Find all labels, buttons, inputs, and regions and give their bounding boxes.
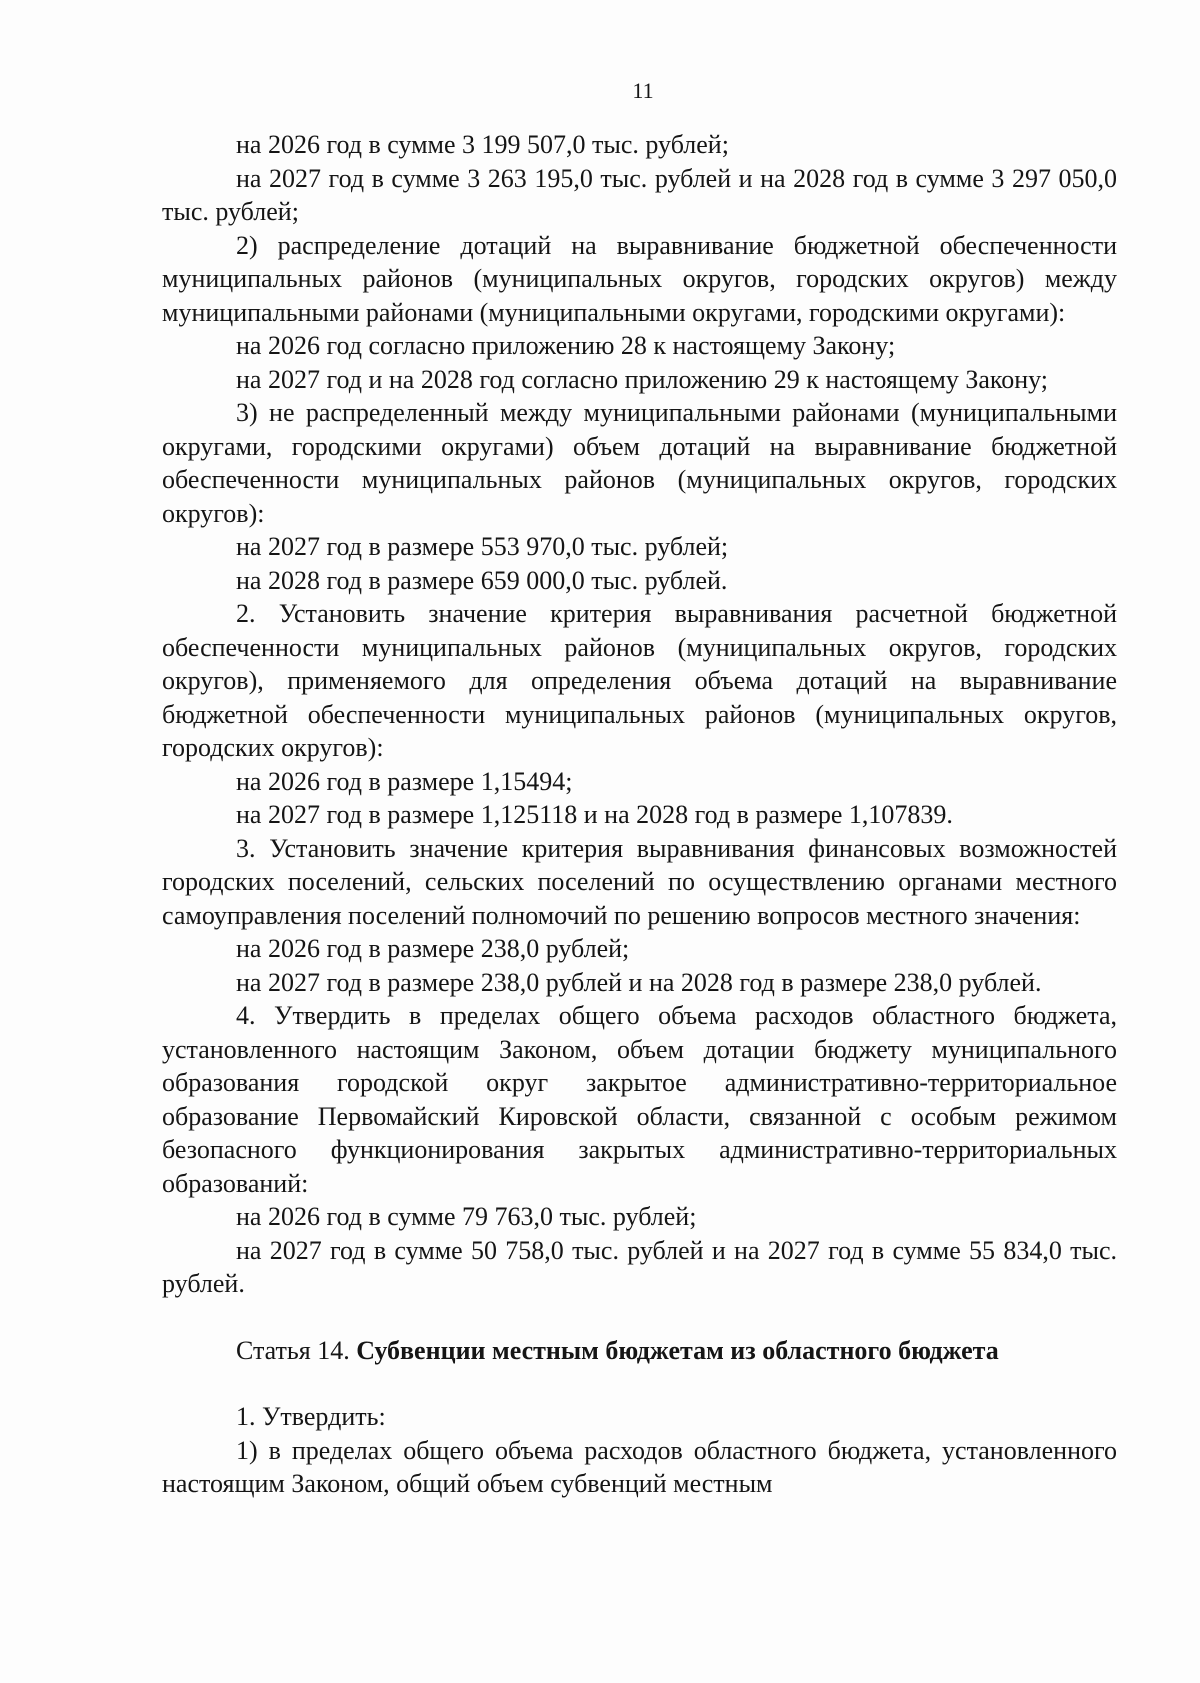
paragraph: на 2026 год в сумме 79 763,0 тыс. рублей; xyxy=(236,1202,697,1231)
article-prefix: Статья 14. xyxy=(236,1335,357,1365)
paragraph: на 2027 год в размере 553 970,0 тыс. рублей; xyxy=(236,532,729,561)
paragraph: на 2027 год в сумме 50 758,0 тыс. рублей и на 2027 год в сумме 55 834,0 тыс. рублей. xyxy=(162,1235,1117,1298)
paragraph: 2. Установить значение критерия выравнивания расчетной бюджетной обеспеченности муниципальных районов (муниципальных округов, городских округов), применяемого для определения объема дотаций на выравнивание бюджетной обеспеченности муниципальных районов (муниципальных округов, городских округов): xyxy=(162,599,1117,762)
article-heading xyxy=(162,1334,1117,1368)
paragraph: на 2027 год в размере 238,0 рублей и на 2028 год в размере 238,0 рублей. xyxy=(236,967,1042,997)
paragraph: на 2026 год в размере 1,15494; xyxy=(236,766,573,796)
document-body xyxy=(162,128,1117,1501)
article-title: Субвенции местным бюджетам из областного бюджета xyxy=(356,1335,999,1365)
paragraph: 2) распределение дотаций на выравнивание бюджетной обеспеченности муниципальных районов (муниципальных округов, городских округов) между муниципальными районами (муниципальными округами, городскими округами): xyxy=(162,230,1117,327)
paragraph: на 2026 год в размере 238,0 рублей; xyxy=(236,934,630,963)
paragraph: 1) в пределах общего объема расходов областного бюджета, установленного настоящим Законом, общий объем субвенций местным xyxy=(162,1435,1117,1498)
paragraph: 3) не распределенный между муниципальными районами (муниципальными округами, городскими округами) объем дотаций на выравнивание бюджетной обеспеченности муниципальных районов (муниципальных округов, городских округов): xyxy=(162,398,1117,528)
paragraph: на 2027 год и на 2028 год согласно приложению 29 к настоящему Закону; xyxy=(236,364,1049,394)
paragraph: 4. Утвердить в пределах общего объема расходов областного бюджета, установленного настоящим Законом, объем дотации бюджету муниципального образования городской округ закрытое административно-территориальное образование Первомайский Кировской области, связанной с особым режимом безопасного функционирования закрытых административно-территориальных образований: xyxy=(162,1001,1117,1198)
page-number: 11 xyxy=(632,78,654,103)
paragraph: 1. Утвердить: xyxy=(236,1402,386,1431)
paragraph: на 2028 год в размере 659 000,0 тыс. рублей. xyxy=(236,565,728,595)
paragraph: на 2027 год в размере 1,125118 и на 2028 год в размере 1,107839. xyxy=(236,800,953,829)
paragraph: на 2027 год в сумме 3 263 195,0 тыс. рублей и на 2028 год в сумме 3 297 050,0 тыс. рублей; xyxy=(162,163,1117,226)
paragraph: на 2026 год согласно приложению 28 к настоящему Закону; xyxy=(236,331,896,360)
paragraph: на 2026 год в сумме 3 199 507,0 тыс. рублей; xyxy=(236,130,729,159)
paragraph: 3. Установить значение критерия выравнивания финансовых возможностей городских поселений, сельских поселений по осуществлению органами местного самоуправления поселений полномочий по решению вопросов местного значения: xyxy=(162,833,1117,930)
